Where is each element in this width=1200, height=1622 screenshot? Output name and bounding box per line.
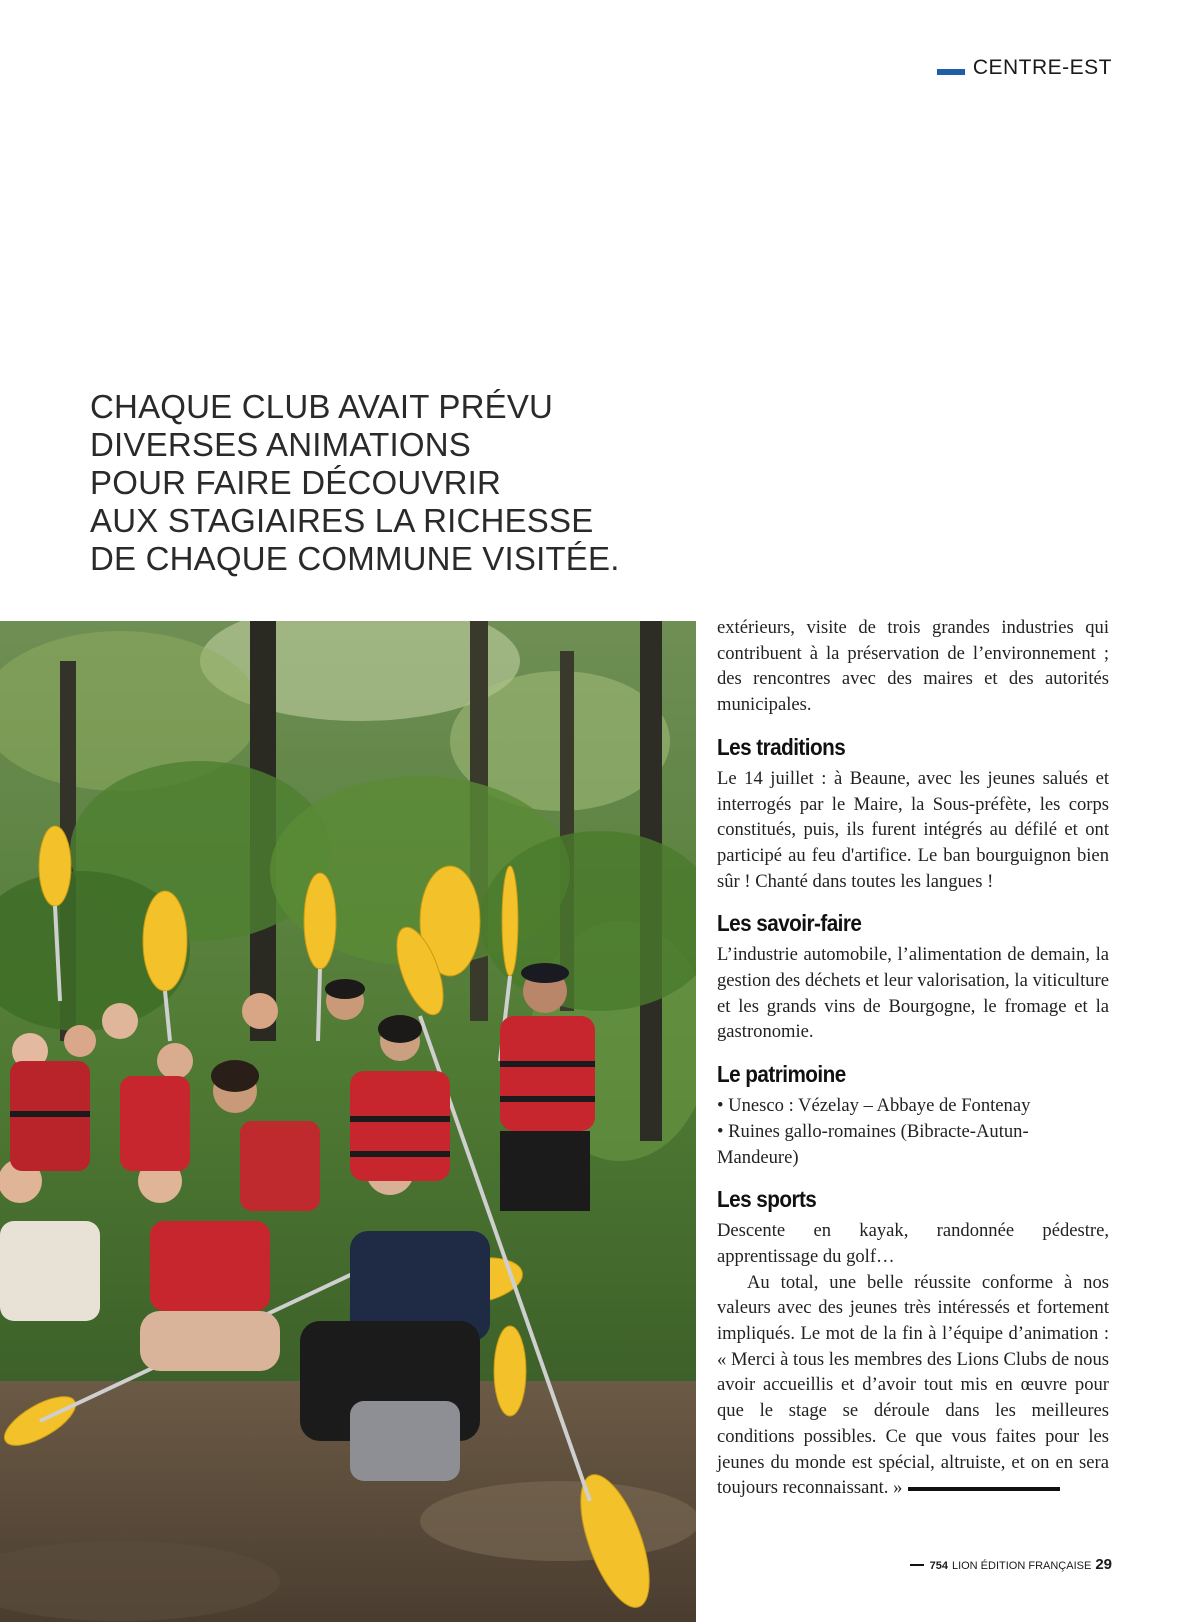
end-rule: [908, 1487, 1060, 1491]
heading-patrimoine: Le patrimoine: [717, 1061, 846, 1088]
traditions-text: Le 14 juillet : à Beaune, avec les jeunes salués et interrogés par le Maire, la Sous-préfète, les corps constitués, puis, ils furent intégrés au défilé et ont participé au feu d'artifice. Le ban bourguignon bien sûr ! Chanté dans toutes les langues !: [717, 767, 1109, 892]
pull-quote-line: DIVERSES ANIMATIONS: [90, 426, 471, 463]
pull-quote: [90, 388, 710, 578]
section-label: CENTRE-EST: [972, 56, 1112, 79]
article-intro: extérieurs, visite de trois grandes industries qui contribuent à la préservation de l’environnement ; des rencontres avec des maires et des autorités municipales.: [717, 617, 1109, 716]
heading-savoir-faire: Les savoir-faire: [717, 910, 862, 937]
magazine-name: LION ÉDITION FRANÇAISE: [951, 1560, 1092, 1572]
pull-quote-line: AUX STAGIAIRES LA RICHESSE: [90, 502, 594, 539]
section-accent-bar: [937, 69, 965, 75]
list-item: • Unesco : Vézelay – Abbaye de Fontenay: [717, 1095, 1031, 1117]
pull-quote-line: POUR FAIRE DÉCOUVRIR: [90, 464, 502, 501]
sports-text: Descente en kayak, randonnée pédestre, apprentissage du golf…: [717, 1220, 1109, 1267]
issue-number: 754: [929, 1560, 948, 1572]
section-tag: [937, 56, 1112, 80]
footer-dash: [910, 1564, 924, 1566]
patrimoine-list: [717, 1093, 1109, 1170]
list-item: • Ruines gallo-romaines (Bibracte-Autun-Mandeure): [717, 1120, 1029, 1168]
page-footer: [910, 1556, 1112, 1573]
article-body: [717, 615, 1109, 1501]
pull-quote-line: DE CHAQUE COMMUNE VISITÉE.: [90, 540, 620, 577]
conclusion-body: Au total, une belle réussite conforme à nos valeurs avec des jeunes très intéressés et fortement impliqués. Le mot de la fin à l’équipe d’animation : « Merci à tous les membres des Lions Clubs de nous avoir accueillis et d’avoir tout mis en œuvre pour que le stage se déroule dans les meilleures conditions possibles. Ce que vous faites pour les jeunes du monde est spécial, altruiste, et on en sera toujours reconnaissant. »: [717, 1271, 1109, 1499]
page-number: 29: [1095, 1556, 1112, 1573]
group-photo-illustration: [0, 621, 696, 1622]
heading-traditions: Les traditions: [717, 733, 846, 760]
group-photo: [0, 621, 696, 1622]
savoir-faire-text: L’industrie automobile, l’alimentation de demain, la gestion des déchets et leur valorisation, la viticulture et les grands vins de Bourgogne, le fromage et la gastronomie.: [717, 944, 1109, 1043]
heading-sports: Les sports: [717, 1186, 817, 1213]
pull-quote-line: CHAQUE CLUB AVAIT PRÉVU: [90, 388, 554, 425]
conclusion-text: [717, 1270, 1109, 1501]
